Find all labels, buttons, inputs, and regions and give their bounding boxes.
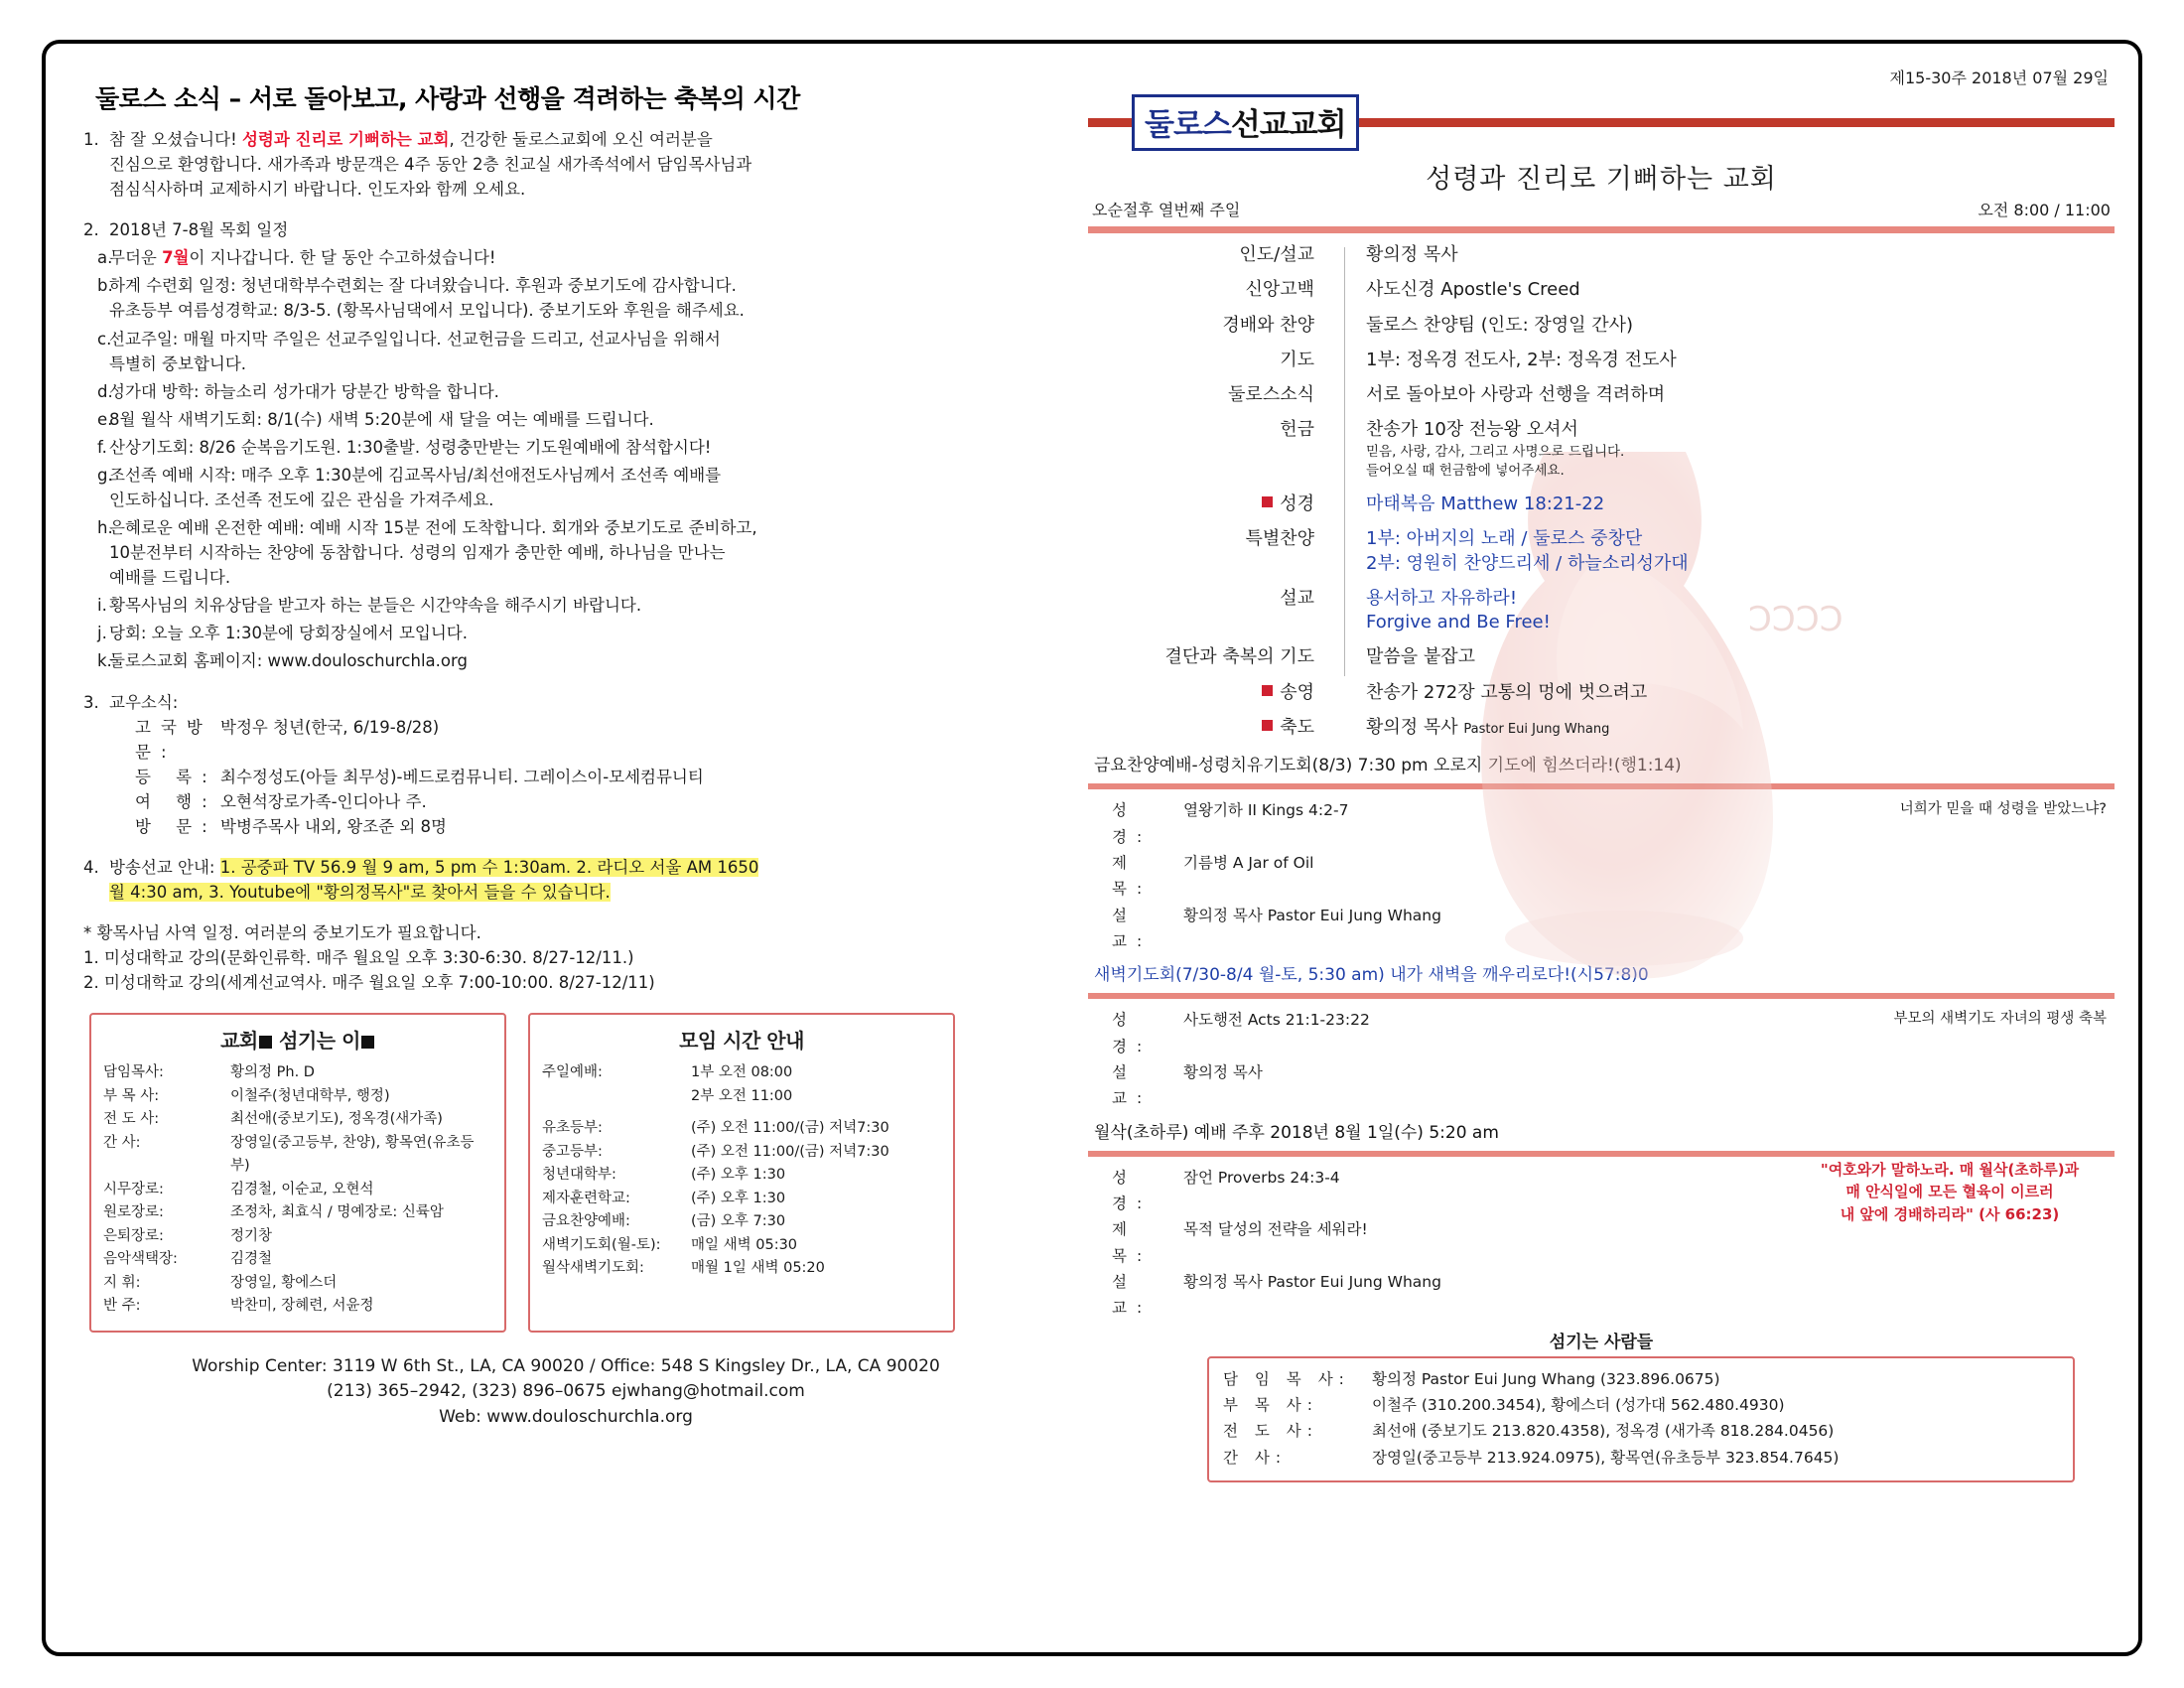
news-text: 산상기도회: 8/26 순복음기도원. 1:30출발. 성령충만받는 기도원예배에 참석합시다!	[109, 437, 712, 457]
order-row	[1088, 349, 2115, 372]
row-key: 청년대학부:	[542, 1167, 616, 1184]
red-square-icon	[1262, 496, 1273, 507]
row-value: 오현석장로가족-인디아나 주.	[220, 791, 427, 811]
row-value: 매월 1일 새벽 05:20	[691, 1260, 825, 1277]
row-key: 새벽기도회(월-토):	[542, 1236, 661, 1253]
order-row	[1088, 716, 2115, 740]
order-label: 결단과 축복의 기도	[1164, 646, 1314, 668]
member-news-section	[83, 690, 1062, 839]
order-label: 설교	[1280, 587, 1314, 609]
row-value: 최선애(중보기도), 정옥경(새가족)	[230, 1111, 443, 1128]
order-row	[1088, 492, 2115, 516]
order-value: 황의정 목사	[1366, 244, 1458, 265]
order-label: 기도	[1280, 349, 1314, 370]
row-key: 성 경:	[1112, 1168, 1153, 1213]
service-line	[1088, 198, 2115, 224]
news-item-body	[109, 515, 1062, 590]
row-key: 지 휘:	[103, 1274, 141, 1291]
row-value: (금) 오후 7:30	[691, 1213, 786, 1230]
news-text: 선교주일: 매월 마지막 주일은 선교주일입니다. 선교헌금을 드리고, 선교사님을 위해서	[109, 329, 721, 349]
row-value: (주) 오후 1:30	[691, 1167, 786, 1184]
row-key: 제자훈련학교:	[542, 1190, 630, 1206]
news-item-number: c.	[97, 329, 112, 349]
news-item	[83, 273, 1062, 323]
church-staff-box-title: 교회 섬기는 이	[103, 1025, 492, 1054]
meeting-row	[542, 1257, 941, 1280]
row-key: 설 교:	[1112, 1273, 1153, 1318]
news-item-number: h.	[97, 518, 113, 538]
news-text: 2018년 7-8월 목회 일정	[109, 220, 289, 240]
order-value	[1344, 587, 2115, 635]
row-value: 황의정 목사 Pastor Eui Jung Whang	[1183, 906, 1441, 924]
footer-line: Web: www.douloschurchla.org	[439, 1406, 693, 1427]
order-value	[1344, 527, 2115, 576]
news-text: 둘로스교회 홈페이지: www.douloschurchla.org	[109, 651, 468, 671]
row-value: 목적 달성의 전략을 세워라!	[1183, 1220, 1368, 1239]
friday-note: 너희가 믿을 때 성령을 받았느냐?	[1899, 801, 2107, 818]
order-label: 신앙고백	[1245, 279, 1314, 301]
row-value: (주) 오후 1:30	[691, 1190, 786, 1206]
news-item-number: 1.	[83, 130, 99, 149]
order-value: 둘로스 찬양팀 (인도: 장영일 간사)	[1366, 314, 1634, 336]
monthly-service-headline: 월삭(초하루) 예배 주후 2018년 8월 1일(수) 5:20 am	[1094, 1122, 1499, 1143]
news-text-highlight: 성령과 진리로 기뻐하는 교회	[241, 130, 450, 149]
staff-row	[103, 1201, 492, 1224]
liturgical-season: 오순절후 열번째 주일	[1092, 201, 1241, 219]
row-value: 열왕기하 II Kings 4:2-7	[1183, 801, 1349, 820]
broadcast-label: 방송선교 안내:	[109, 858, 215, 878]
order-value: 서로 돌아보아 사랑과 선행을 격려하며	[1366, 384, 1666, 406]
member-news-rows	[135, 715, 1062, 839]
row-key: 방 문:	[135, 816, 217, 836]
news-list	[83, 127, 1062, 995]
row-key: 은퇴장로:	[103, 1227, 164, 1244]
order-value: 마태복음 Matthew 18:21-22	[1366, 492, 1605, 514]
row-key: 등 록:	[135, 767, 217, 786]
news-item	[83, 648, 1062, 673]
order-row	[1088, 243, 2115, 267]
news-item	[83, 379, 1062, 404]
footer-address	[69, 1354, 1062, 1431]
row-key: 제 목:	[1112, 853, 1153, 899]
news-text: 은혜로운 예배 온전한 예배: 예배 시작 15분 전에 도착합니다. 회개와 중보기도로 준비하고,	[109, 518, 757, 538]
news-item-number: a.	[97, 248, 113, 268]
news-item-body	[109, 245, 1062, 270]
scripture-row	[1112, 1165, 2115, 1217]
news-text: 이 지나갑니다. 한 달 동안 수고하셨습니다!	[189, 248, 496, 268]
row-key	[542, 1085, 691, 1108]
staff-row	[103, 1225, 492, 1248]
staff-row	[1223, 1418, 2059, 1444]
news-text: 인도하십니다. 조선족 전도에 깊은 관심을 가져주세요.	[109, 491, 494, 510]
row-key: 고국방문:	[135, 717, 212, 762]
order-rows	[1088, 243, 2115, 740]
news-item-body	[109, 593, 1062, 618]
news-item-number: k.	[97, 651, 112, 671]
news-item-number: 4.	[83, 858, 99, 878]
order-value: 황의정 목사 Pastor Eui Jung Whang	[1366, 716, 1610, 738]
member-news-heading: 교우소식:	[109, 692, 179, 712]
dawn-scripture-block	[1112, 1007, 2115, 1111]
row-key: 월삭새벽기도회:	[542, 1260, 644, 1277]
news-item-body	[109, 648, 1062, 673]
row-key: 여 행:	[135, 791, 217, 811]
order-label: 송영	[1088, 681, 1344, 705]
pastor-schedule	[83, 920, 1062, 995]
news-item	[83, 407, 1062, 432]
news-item-body	[109, 435, 1062, 460]
news-item-body	[109, 621, 1062, 645]
member-news-row	[135, 765, 1062, 789]
order-value: 말씀을 붙잡고	[1366, 646, 1476, 668]
order-value-text: 찬송가 10장 전능왕 오셔서	[1366, 419, 1578, 441]
pastor-schedule-note: * 황목사님 사역 일정. 여러분의 중보기도가 필요합니다.	[83, 923, 481, 943]
news-item-number: 3.	[83, 692, 99, 712]
news-item	[83, 515, 1062, 590]
meeting-row	[542, 1085, 941, 1108]
member-news-row	[135, 814, 1062, 839]
news-text: 무더운	[109, 248, 163, 268]
church-staff-box	[89, 1013, 506, 1332]
staff-row	[103, 1272, 492, 1295]
staff-row	[103, 1248, 492, 1271]
row-value: 박병주목사 내외, 왕조준 외 8명	[220, 816, 447, 836]
monthly-section	[1088, 1160, 2115, 1482]
verse-line: 내 앞에 경배하리라" (사 66:23)	[1840, 1204, 2060, 1223]
news-text: 예배를 드립니다.	[109, 568, 231, 588]
row-value: 1부 오전 08:00	[691, 1064, 793, 1081]
news-item-number: j.	[97, 624, 107, 643]
row-key: 시무장로:	[103, 1181, 164, 1197]
staff-row	[1223, 1392, 2059, 1418]
news-text: 참 잘 오셨습니다!	[109, 130, 242, 149]
news-text: 하계 수련회 일정: 청년대학부수련회는 잘 다녀왔습니다. 후원과 중보기도에 감사합니다.	[109, 276, 737, 296]
order-of-worship	[1088, 243, 2115, 740]
order-value: 찬송가 272장 고통의 멍에 벗으려고	[1366, 681, 1648, 703]
news-text-highlight: 7월	[162, 248, 190, 268]
news-item-number: b.	[97, 276, 113, 296]
row-value: 조정차, 최효식 / 명예장로: 신륙암	[230, 1204, 444, 1221]
news-item-number: e.	[97, 409, 113, 429]
church-logo	[1088, 94, 2115, 151]
news-item-body	[109, 463, 1062, 512]
member-news-row	[135, 715, 1062, 765]
row-value: (주) 오전 11:00/(금) 저녁7:30	[691, 1120, 889, 1137]
row-key: 주일예배:	[542, 1064, 603, 1081]
news-item-number: f.	[97, 437, 107, 457]
left-column	[69, 64, 1062, 1636]
row-value: 장영일, 황에스더	[230, 1274, 338, 1291]
order-value-en: Pastor Eui Jung Whang	[1463, 721, 1610, 737]
sermon-title-kr: 용서하고 자유하라!	[1366, 587, 1518, 609]
row-key: 반 주:	[103, 1298, 141, 1315]
logo-bar-right	[1359, 118, 2115, 127]
news-item-number: g.	[97, 465, 113, 485]
row-value: 장영일(중고등부, 찬양), 황목연(유초등부)	[230, 1134, 475, 1175]
row-value: 이철주 (310.200.3454), 황에스더 (성가대 562.480.4930)	[1372, 1396, 1785, 1415]
order-row	[1088, 418, 2115, 481]
row-value: 2부 오전 11:00	[691, 1087, 793, 1104]
row-value: 박찬미, 장혜련, 서윤정	[230, 1298, 374, 1315]
staff-row	[103, 1108, 492, 1131]
news-text: 조선족 예배 시작: 매주 오후 1:30분에 김교목사님/최선애전도사님께서 조선족 예배를	[109, 465, 722, 485]
news-item-body	[109, 379, 1062, 404]
order-label: 인도/설교	[1239, 244, 1314, 265]
divider-rule	[1088, 226, 2115, 233]
news-title: 둘로스 소식 – 서로 돌아보고, 사랑과 선행을 격려하는 축복의 시간	[95, 84, 800, 113]
staff-contact-box	[1207, 1356, 2075, 1482]
row-key: 간 사:	[103, 1134, 141, 1151]
scripture-row	[1112, 1059, 2115, 1112]
row-key: 설 교:	[1112, 906, 1153, 950]
meeting-row	[542, 1117, 941, 1140]
row-key: 중고등부:	[542, 1143, 603, 1160]
pastor-schedule-item: 2. 미성대학교 강의(세계선교역사. 매주 월요일 오후 7:00-10:00. 8/27-12/11)	[83, 973, 655, 993]
row-key: 성 경:	[1112, 801, 1153, 846]
row-value: 장영일(중고등부 213.924.0975), 황목연(유초등부 323.854.7645)	[1372, 1448, 1840, 1467]
order-value: 1부: 정옥경 전도사, 2부: 정옥경 전도사	[1366, 349, 1677, 370]
row-value: (주) 오전 11:00/(금) 저녁7:30	[691, 1143, 889, 1160]
order-row	[1088, 681, 2115, 705]
sermon-title-en: Forgive and Be Free!	[1366, 612, 1551, 633]
row-key: 제 목:	[1112, 1220, 1153, 1265]
verse-line: "여호와가 말하노라. 매 월삭(초하루)과	[1820, 1160, 2080, 1179]
row-key: 원로장로:	[103, 1204, 164, 1221]
dawn-note: 부모의 새벽기도 자녀의 평생 축복	[1893, 1011, 2107, 1028]
divider-rule	[1088, 993, 2115, 999]
order-row	[1088, 278, 2115, 302]
row-value: 김경철, 이순교, 오현석	[230, 1181, 374, 1197]
verse-line: 매 안식일에 모든 혈육이 이르러	[1845, 1183, 2054, 1201]
friday-scripture-block	[1112, 797, 2115, 954]
broadcast-highlight-1: 1. 공중파 TV 56.9 월 9 am, 5 pm 수 1:30am. 2. 라디오 서울 AM 1650	[219, 858, 759, 878]
meeting-row	[542, 1164, 941, 1187]
left-info-boxes	[89, 1013, 1062, 1332]
order-label: 특별찬양	[1245, 528, 1314, 550]
row-key: 부 목 사:	[103, 1087, 160, 1104]
staff-row	[103, 1295, 492, 1318]
meeting-row	[542, 1234, 941, 1257]
order-value	[1344, 418, 2115, 481]
meeting-row	[542, 1061, 941, 1084]
footer-line: Worship Center: 3119 W 6th St., LA, CA 90020 / Office: 548 S Kingsley Dr., LA, CA 90020	[192, 1355, 940, 1376]
meeting-row	[542, 1141, 941, 1164]
row-value: 이철주(청년대학부, 행정)	[230, 1087, 390, 1104]
red-square-icon	[1262, 720, 1273, 731]
order-row	[1088, 314, 2115, 338]
broadcast-section	[83, 855, 1062, 905]
order-label: 성경	[1088, 492, 1344, 516]
news-text: 특별히 중보합니다.	[109, 353, 247, 373]
divider-rule	[1088, 1151, 2115, 1157]
row-value: 정기창	[230, 1227, 273, 1244]
row-key: 담 임 목 사:	[1223, 1369, 1350, 1388]
issue-number: 제15-30주 2018년 07월 29일	[1889, 69, 2109, 87]
row-value: 최선애 (중보기도 213.820.4358), 정옥경 (새가족 818.284.0456)	[1372, 1422, 1835, 1441]
footer-line: (213) 365–2942, (323) 896–0675 ejwhang@hotmail.com	[327, 1381, 805, 1402]
logo-text-part1: 둘로스	[1145, 107, 1231, 143]
church-slogan: 성령과 진리로 기뻐하는 교회	[1426, 164, 1777, 195]
news-item-number: d.	[97, 381, 113, 401]
news-text: , 건강한 둘로스교회에 오신 여러분을	[449, 130, 713, 149]
meeting-row	[542, 1210, 941, 1233]
row-value: 황의정 Pastor Eui Jung Whang (323.896.0675)	[1372, 1369, 1720, 1388]
news-item	[83, 463, 1062, 512]
scripture-row	[1112, 1216, 2115, 1269]
member-news-row	[135, 789, 1062, 814]
staff-row	[103, 1132, 492, 1179]
row-value: 김경철	[230, 1251, 273, 1268]
meeting-times-box-title: 모임 시간 안내	[679, 1029, 804, 1054]
staff-row	[103, 1085, 492, 1108]
red-square-icon	[1262, 685, 1273, 696]
news-item	[83, 327, 1062, 376]
news-item-body	[109, 217, 1062, 242]
news-text: 당회: 오늘 오후 1:30분에 당회장실에서 모입니다.	[109, 624, 468, 643]
order-value-note: 들어오실 때 헌금함에 넣어주세요.	[1366, 463, 1565, 480]
news-text: 황목사님의 치유상담을 받고자 하는 분들은 시간약속을 해주시기 바랍니다.	[109, 596, 642, 616]
logo-bar-left	[1088, 118, 1132, 127]
staff-row	[103, 1179, 492, 1201]
logo-text	[1132, 94, 1359, 151]
staff-row	[103, 1061, 492, 1084]
scripture-row	[1112, 1269, 2115, 1322]
order-value: 사도신경 Apostle's Creed	[1366, 279, 1580, 301]
logo-text-part2: 선교교회	[1230, 107, 1346, 143]
news-item-body	[109, 407, 1062, 432]
order-row	[1088, 383, 2115, 407]
order-value-text: 1부: 아버지의 노래 / 둘로스 중창단	[1366, 528, 1643, 550]
row-value: 잠언 Proverbs 24:3-4	[1183, 1168, 1340, 1187]
news-text: 진심으로 환영합니다. 새가족과 방문객은 4주 동안 2층 친교실 새가족석에서 담임목사님과	[109, 155, 752, 175]
meeting-times-box	[528, 1013, 955, 1332]
broadcast-highlight-2: 월 4:30 am, 3. Youtube에 "황의정목사"로 찾아서 들을 수 있습니다.	[109, 883, 611, 903]
row-key: 유초등부:	[542, 1120, 603, 1137]
order-value-note: 믿음, 사랑, 감사, 그리고 사명으로 드립니다.	[1366, 443, 1625, 460]
staff-row	[1223, 1366, 2059, 1392]
row-key: 음악색택장:	[103, 1251, 178, 1268]
news-item-body	[109, 327, 1062, 376]
staff-box-title: 섬기는 사람들	[1549, 1332, 1654, 1352]
order-row	[1088, 587, 2115, 635]
scripture-row	[1112, 850, 2115, 903]
news-text: 점심식사하며 교제하시기 바랍니다. 인도자와 함께 오세요.	[109, 180, 526, 200]
row-key: 성 경:	[1112, 1011, 1153, 1055]
row-key: 설 교:	[1112, 1063, 1153, 1108]
row-value: 황의정 목사 Pastor Eui Jung Whang	[1183, 1273, 1441, 1292]
news-item-body	[109, 273, 1062, 323]
order-label: 둘로스소식	[1228, 384, 1314, 406]
news-item	[83, 245, 1062, 270]
svg-text:ϽϽϽϽ: ϽϽϽϽ	[1748, 600, 1843, 639]
news-text: 유초등부 여름성경학교: 8/3-5. (황목사님댁에서 모입니다). 중보기도와 후원을 해주세요.	[109, 301, 745, 321]
staff-row	[1223, 1445, 2059, 1471]
news-item-number: 2.	[83, 220, 99, 240]
news-text: 8월 월삭 새벽기도회: 8/1(수) 새벽 5:20분에 새 달을 여는 예배를 드립니다.	[109, 409, 654, 429]
right-column	[1088, 64, 2115, 1636]
pastor-schedule-item: 1. 미성대학교 강의(문화인류학. 매주 월요일 오후 3:30-6:30. 8/27-12/11.)	[83, 948, 634, 968]
row-value: 매일 새벽 05:30	[691, 1236, 798, 1253]
news-item-number: i.	[97, 596, 107, 616]
dawn-service-headline: 새벽기도회(7/30-8/4 월-토, 5:30 am) 내가 새벽을 깨우리로다!(시57:8)0	[1094, 965, 1649, 986]
row-value: 황의정 목사	[1183, 1063, 1263, 1082]
news-item	[83, 621, 1062, 645]
news-item	[83, 127, 1062, 202]
row-key: 금요찬양예배:	[542, 1213, 630, 1230]
news-text: 10분전부터 시작하는 찬양에 동참합니다. 성령의 임재가 충만한 예배, 하나님을 만나는	[109, 543, 726, 563]
order-label: 축도	[1088, 716, 1344, 740]
row-value: 기름병 A Jar of Oil	[1183, 853, 1314, 872]
monthly-scripture-block	[1112, 1165, 2115, 1322]
news-item	[83, 217, 1062, 242]
news-item-body	[109, 127, 1062, 202]
divider-rule	[1088, 783, 2115, 789]
row-value: 황의정 Ph. D	[230, 1064, 315, 1081]
row-value: 박정우 청년(한국, 6/19-8/28)	[220, 717, 440, 737]
order-value-text: 2부: 영원히 찬양드리세 / 하늘소리성가대	[1366, 552, 1689, 574]
order-label: 헌금	[1280, 419, 1314, 441]
order-label: 경배와 찬양	[1222, 314, 1314, 336]
row-key: 간 사:	[1223, 1448, 1288, 1467]
friday-service-headline: 금요찬양예배-성령치유기도회(8/3) 7:30 pm 오로지 기도에 힘쓰더라!(행1:14)	[1094, 756, 1682, 776]
row-value: 최수정성도(아들 최무성)-베드로컴뮤니티. 그레이스이-모세컴뮤니티	[220, 767, 704, 786]
row-key: 부 목 사:	[1223, 1396, 1318, 1415]
news-text: 성가대 방학: 하늘소리 성가대가 당분간 방학을 합니다.	[109, 381, 499, 401]
row-value: 사도행전 Acts 21:1-23:22	[1183, 1011, 1370, 1030]
row-key: 담임목사:	[103, 1064, 164, 1081]
service-times: 오전 8:00 / 11:00	[1978, 201, 2111, 219]
meeting-row	[542, 1188, 941, 1210]
scripture-row	[1112, 903, 2115, 955]
row-key: 전 도 사:	[103, 1111, 160, 1128]
row-key: 전 도 사:	[1223, 1422, 1318, 1441]
order-row	[1088, 527, 2115, 576]
order-row	[1088, 645, 2115, 669]
news-item	[83, 435, 1062, 460]
news-item	[83, 593, 1062, 618]
